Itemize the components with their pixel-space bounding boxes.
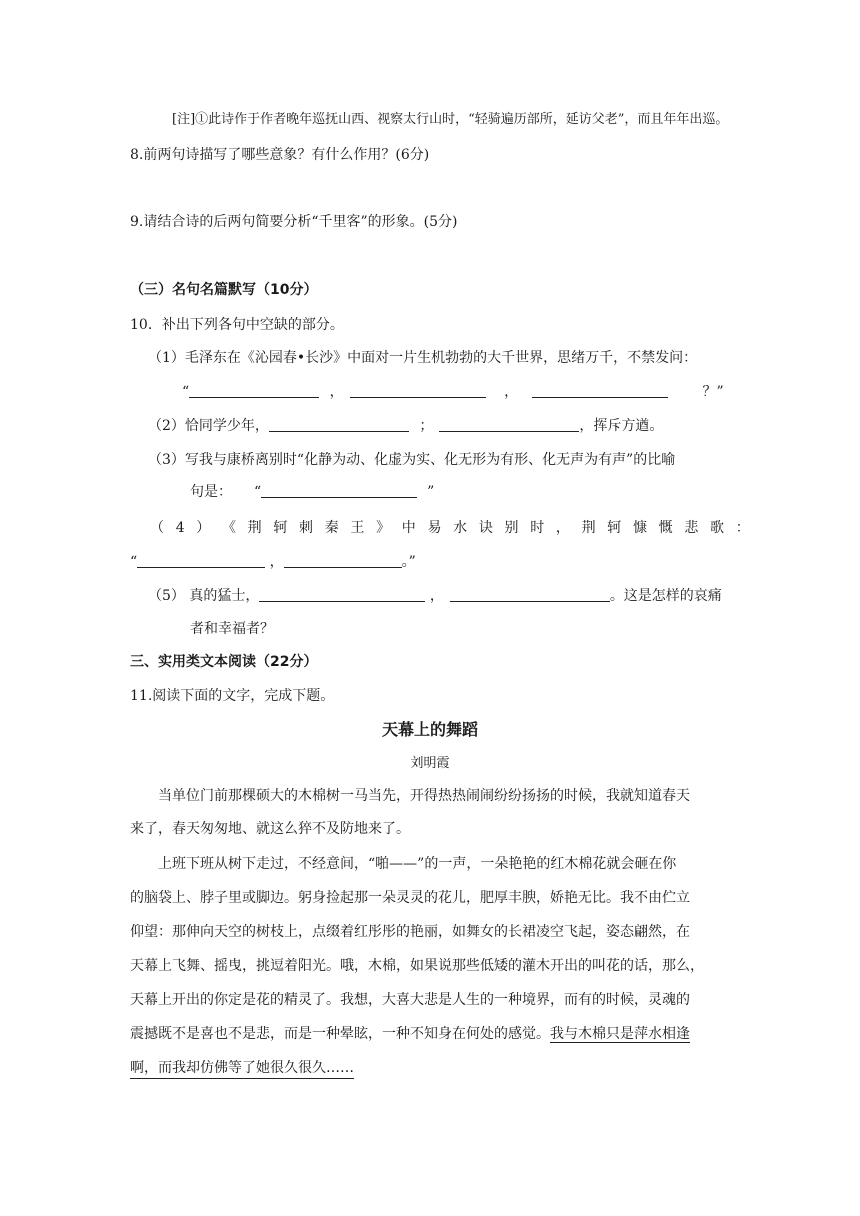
item-2: （2）恰同学少年， ； ，挥斥方遒。 <box>148 418 664 434</box>
item-3-blank: 句是： “ ” <box>190 484 435 500</box>
article-author: 刘明霞 <box>410 756 450 771</box>
article-paragraph-line: 上班下班从树下走过，不经意间，“啪——”的一声，一朵艳艳的红木棉花就会砸在你 <box>158 856 677 872</box>
article-title: 天幕上的舞蹈 <box>381 720 478 739</box>
article-paragraph-line: 来了，春天匆匆地、就这么猝不及防地来了。 <box>130 821 410 837</box>
item-4-char: 王 <box>350 520 365 536</box>
item-4-char: 歌 <box>710 520 725 536</box>
answer-blank[interactable] <box>259 587 425 602</box>
item-5-continuation: 者和幸福者？ <box>190 621 274 637</box>
article-paragraph-line: 仰望：那伸向天空的树枝上，点缀着红彤彤的艳丽，如舞女的长裙凌空飞起，姿态翩然，在 <box>130 924 690 940</box>
answer-blank[interactable] <box>439 417 579 432</box>
article-paragraph-line: 震撼既不是喜也不是悲，而是一种晕眩，一种不知身在何处的感觉。我与木棉只是萍水相逢 <box>130 1026 690 1042</box>
answer-blank[interactable] <box>450 587 610 602</box>
item-4-char: （ <box>150 520 164 536</box>
item-4-blanks: “ ， 。” <box>130 554 416 570</box>
item-1-prompt: （1）毛泽东在《沁园春•长沙》中面对一片生机勃勃的大千世界，思绪万千，不禁发问： <box>148 350 698 366</box>
item-4-char: 》 <box>376 520 391 536</box>
item-4-char: ： <box>735 520 750 536</box>
question-10: 10．补出下列各句中空缺的部分。 <box>130 317 344 333</box>
item-4-char: ， <box>555 520 570 536</box>
item-4-prompt <box>150 518 750 538</box>
item-3-prompt: （3）写我与康桥离别时“化静为动、化虚为实、化无形为有形、化无声为有声”的比喻 <box>148 452 676 468</box>
answer-blank[interactable] <box>189 383 319 398</box>
item-4-char: 轲 <box>273 520 288 536</box>
item-4-char: 水 <box>453 520 468 536</box>
item-4-char: 时 <box>530 520 545 536</box>
item-4-char: 4 <box>175 520 185 536</box>
poem-footnote: [注]①此诗作于作者晚年巡抚山西、视察太行山时，“轻骑遍历部所，延访父老”，而且年年出巡。 <box>172 112 729 127</box>
item-4-char: 刺 <box>299 520 314 536</box>
item-4-char: 荆 <box>581 520 596 536</box>
item-4-char: 中 <box>401 520 416 536</box>
answer-blank[interactable] <box>269 417 409 432</box>
item-4-char: 易 <box>427 520 442 536</box>
section-heading-recitation: （三）名句名篇默写（10分） <box>130 282 318 298</box>
question-9: 9.请结合诗的后两句简要分析“千里客”的形象。(5分) <box>130 214 458 230</box>
article-paragraph-line: 的脑袋上、脖子里或脚边。躬身捡起那一朵灵灵的花儿，肥厚丰腴，娇艳无比。我不由伫立 <box>130 890 690 906</box>
article-paragraph-line: 天幕上开出的你定是花的精灵了。我想，大喜大悲是人生的一种境界，而有的时候，灵魂的 <box>130 992 690 1008</box>
answer-blank[interactable] <box>137 553 265 568</box>
underlined-sentence: 啊，而我却仿佛等了她很久很久…… <box>130 1058 354 1079</box>
item-4-char: 慷 <box>632 520 647 536</box>
item-4-char: 慨 <box>658 520 673 536</box>
item-4-char: 《 <box>221 520 236 536</box>
question-11: 11.阅读下面的文字，完成下题。 <box>130 688 335 704</box>
item-4-char: 别 <box>504 520 519 536</box>
item-4-char: 轲 <box>607 520 622 536</box>
article-paragraph-line: 天幕上飞舞、摇曳，挑逗着阳光。哦，木棉，如果说那些低矮的灌木开出的叫花的话，那么， <box>130 958 704 974</box>
question-8: 8.前两句诗描写了哪些意象？有什么作用？(6分) <box>130 147 430 163</box>
item-4-char: ） <box>196 520 211 536</box>
item-1-blanks: “ ， ， ？” <box>182 384 724 400</box>
item-4-char: 秦 <box>324 520 339 536</box>
underlined-sentence: 我与木棉只是萍水相逢 <box>550 1026 690 1042</box>
section-heading-reading: 三、实用类文本阅读（22分） <box>130 654 318 670</box>
answer-blank[interactable] <box>350 383 486 398</box>
article-paragraph-line: 当单位门前那棵硕大的木棉树一马当先，开得热热闹闹纷纷扬扬的时候，我就知道春天 <box>158 788 690 804</box>
item-4-char: 荆 <box>247 520 262 536</box>
item-4-char: 悲 <box>684 520 699 536</box>
answer-blank[interactable] <box>284 553 402 568</box>
answer-blank[interactable] <box>261 483 417 498</box>
item-4-char: 诀 <box>478 520 493 536</box>
answer-blank[interactable] <box>532 383 668 398</box>
item-5: （5） 真的猛士， ， 。这是怎样的哀痛 <box>148 588 722 604</box>
